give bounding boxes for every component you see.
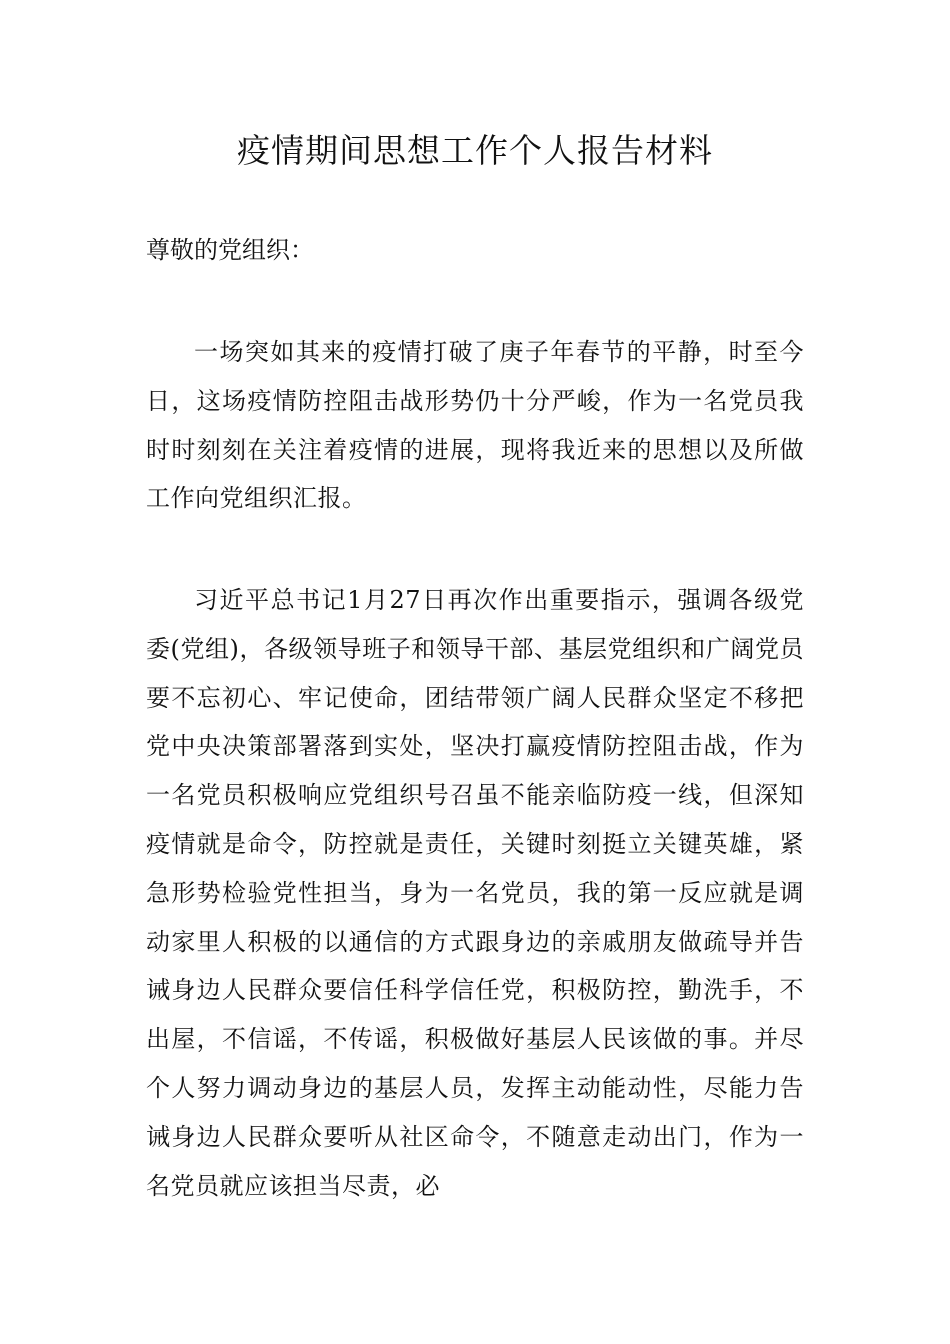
paragraph-1: 一场突如其来的疫情打破了庚子年春节的平静，时至今日，这场疫情防控阻击战形势仍十分严峻，作为一名党员我时时刻刻在关注着疫情的进展，现将我近来的思想以及所做工作向党组织汇报。: [146, 338, 804, 513]
paragraph-2: 习近平总书记1月27日再次作出重要指示，强调各级党委(党组)，各级领导班子和领导干部、基层党组织和广阔党员要不忘初心、牢记使命，团结带领广阔人民群众坚定不移把党中央决策部署落到实处，坚决打赢疫情防控阻击战，作为一名党员积极响应党组织号召虽不能亲临防疫一线，但深知疫情就是命令，防控就是责任，关键时刻挺立关键英雄，紧急形势检验党性担当，身为一名党员，我的第一反应就是调动家里人积极的以通信的方式跟身边的亲戚朋友做疏导并告诫身边人民群众要信任科学信任党，积极防控，勤洗手，不出屋，不信谣，不传谣，积极做好基层人民该做的事。并尽个人努力调动身边的基层人员，发挥主动能动性，尽能力告诫身边人民群众要听从社区命令，不随意走动出门，作为一名党员就应该担当尽责，必: [146, 586, 804, 1200]
document-title: 疫情期间思想工作个人报告材料: [237, 131, 713, 170]
salutation: 尊敬的党组织：: [146, 236, 314, 264]
